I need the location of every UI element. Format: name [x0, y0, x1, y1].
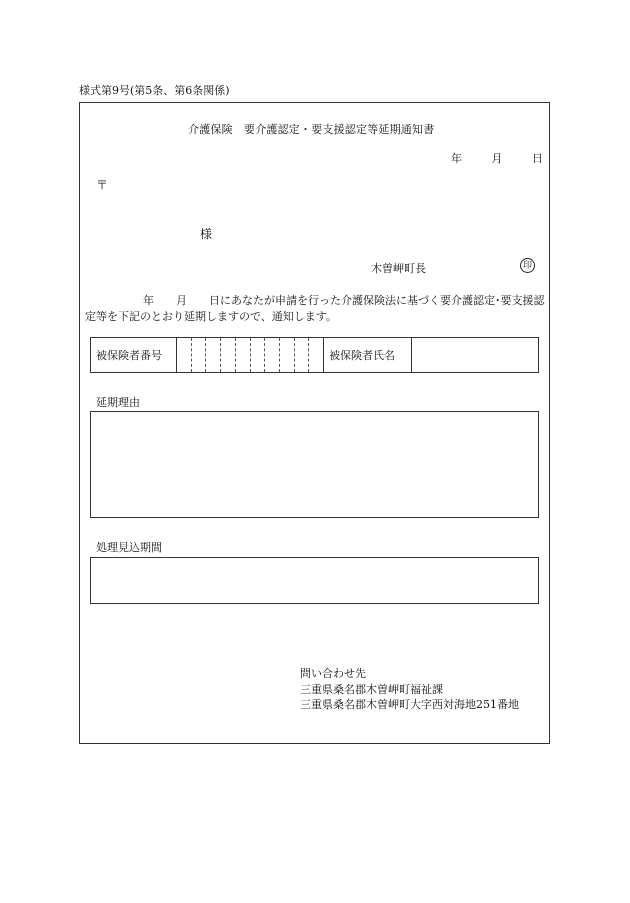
insured-number-boxes[interactable]: [177, 338, 324, 372]
postal-mark: 〒: [96, 178, 109, 192]
insured-name-label: 被保険者氏名: [324, 338, 412, 372]
digit-box[interactable]: [236, 338, 251, 372]
digit-box[interactable]: [280, 338, 295, 372]
period-label: 処理見込期間: [96, 541, 162, 554]
issue-date: [451, 150, 543, 166]
reason-box[interactable]: [90, 411, 539, 518]
body-month: 月: [176, 294, 187, 307]
insured-name-field[interactable]: [412, 338, 538, 372]
body-year: 年: [143, 294, 154, 307]
period-box[interactable]: [90, 557, 539, 604]
contact-address: 三重県桑名郡木曽岬町大字西対海地251番地: [300, 698, 519, 711]
form-number-label: 様式第9号(第5条、第6条関係): [79, 84, 230, 97]
contact-label: 問い合わせ先: [300, 667, 366, 680]
digit-box[interactable]: [206, 338, 221, 372]
insured-number-label: 被保険者番号: [91, 338, 177, 372]
sender-name: 木曽岬町長: [371, 262, 426, 275]
digit-box[interactable]: [309, 338, 323, 372]
seal-mark: 印: [520, 258, 535, 273]
digit-box[interactable]: [295, 338, 310, 372]
reason-label: 延期理由: [96, 396, 140, 409]
digit-box[interactable]: [265, 338, 280, 372]
document-title: 介護保険 要介護認定・要支援認定等延期通知書: [188, 123, 435, 136]
notice-body: [85, 293, 547, 325]
date-day: 日: [532, 152, 543, 165]
contact-department: 三重県桑名郡木曽岬町福祉課: [300, 683, 443, 696]
date-month: 月: [491, 152, 503, 165]
digit-box[interactable]: [192, 338, 207, 372]
date-year: 年: [451, 152, 462, 165]
digit-box[interactable]: [251, 338, 266, 372]
digit-box[interactable]: [177, 338, 192, 372]
digit-box[interactable]: [221, 338, 236, 372]
body-text: 日にあなたが申請を行った介護保険法に基づく要介護認定･要支援認定等を下記のとおり延期しますので、通知します。: [85, 294, 545, 323]
insured-info-table: [90, 337, 539, 373]
honorific: 様: [200, 227, 213, 241]
